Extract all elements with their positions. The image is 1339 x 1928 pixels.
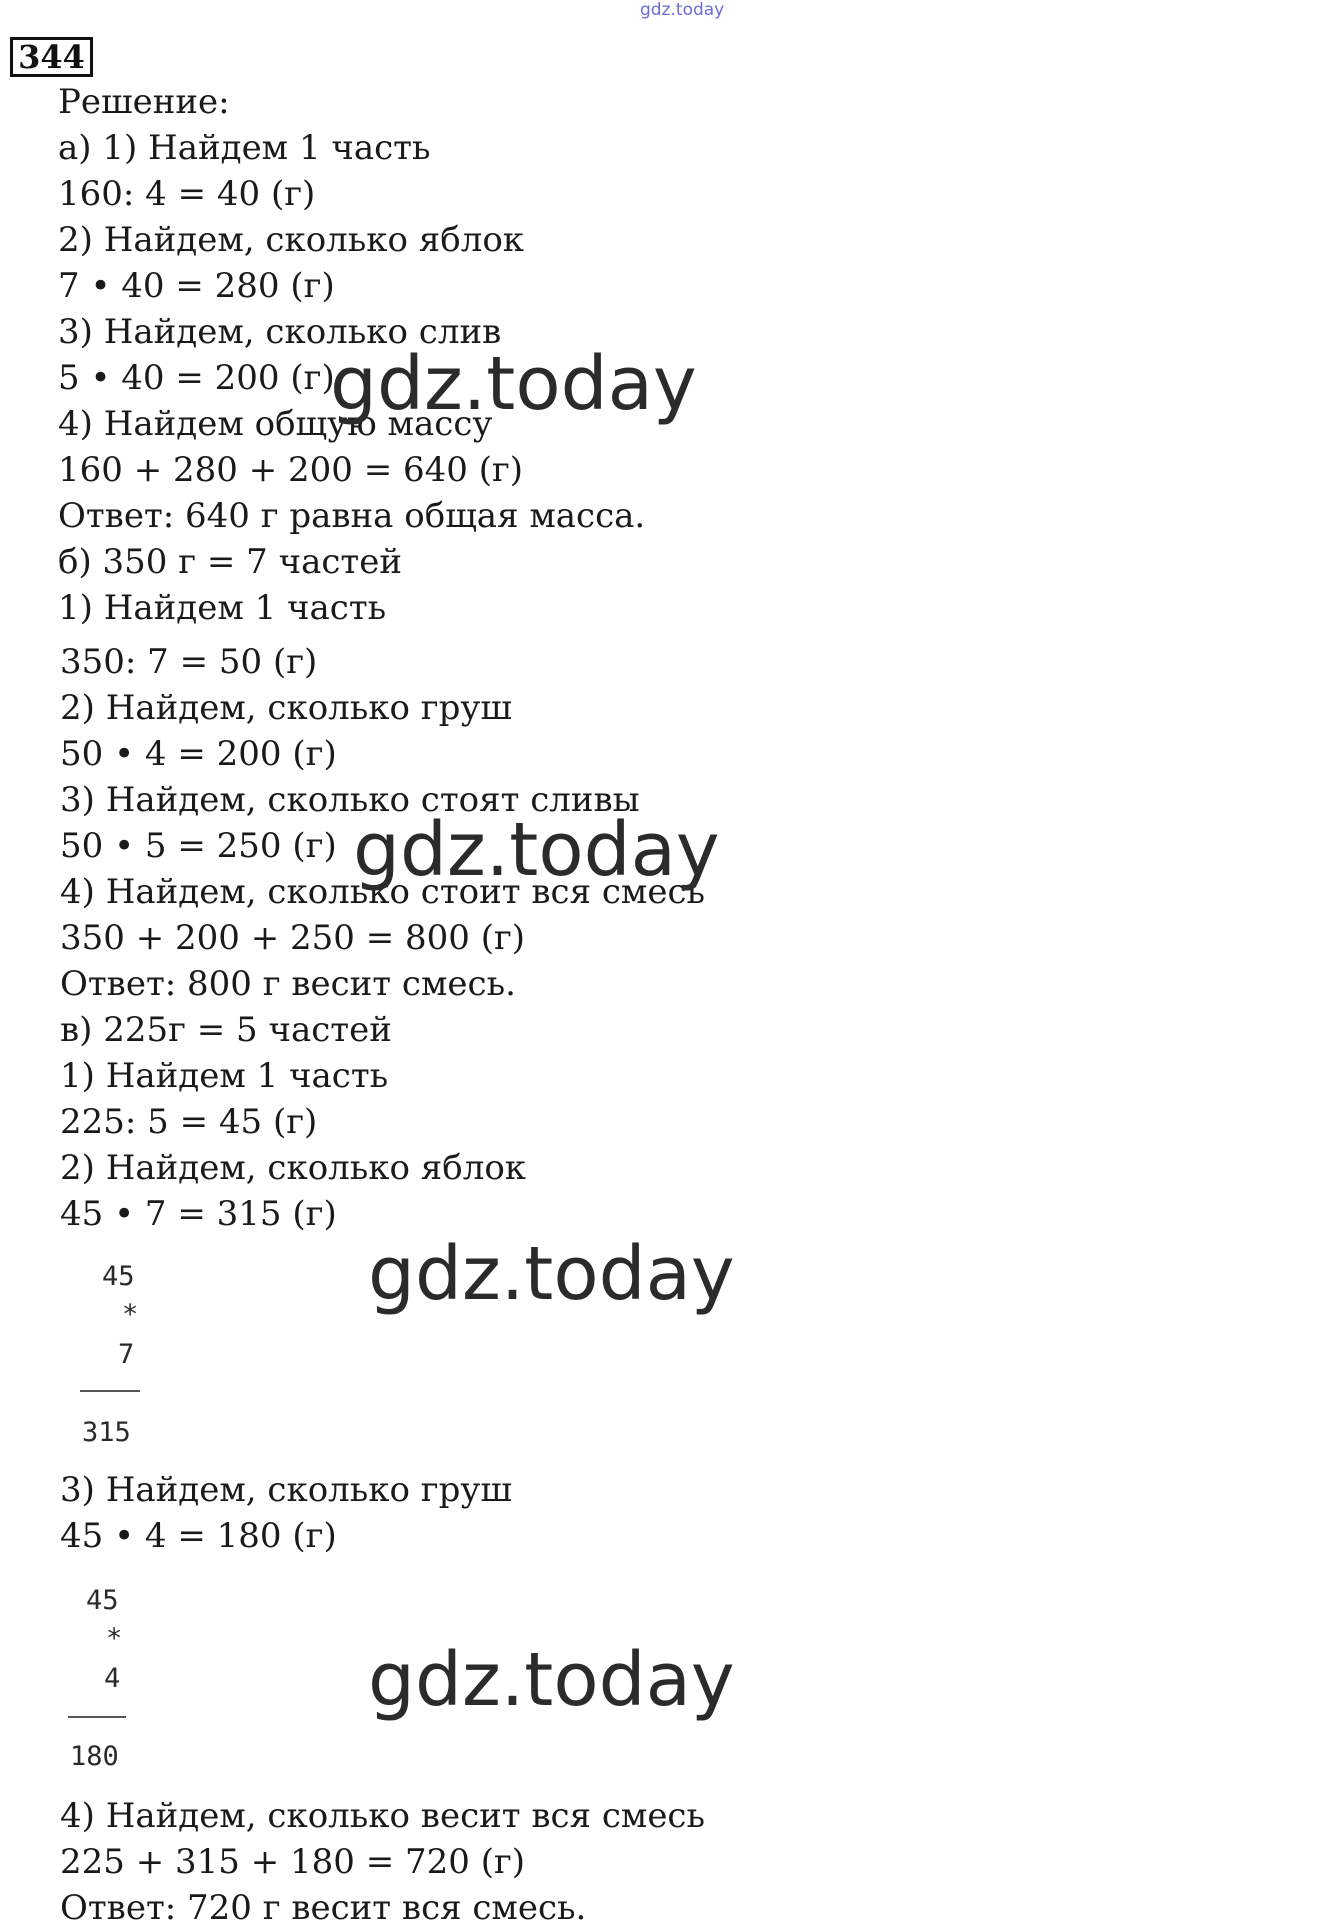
watermark: gdz.today xyxy=(330,341,697,427)
text-line: 225: 5 = 45 (г) xyxy=(60,1102,318,1142)
text-line: Ответ: 720 г весит вся смесь. xyxy=(60,1888,587,1928)
text-line: 7 • 40 = 280 (г) xyxy=(58,266,335,306)
calc-divider xyxy=(68,1716,126,1718)
text-line: 350: 7 = 50 (г) xyxy=(60,642,318,682)
watermark: gdz.today xyxy=(368,1231,735,1317)
text-line: 3) Найдем, сколько слив xyxy=(58,312,502,352)
text-line: б) 350 г = 7 частей xyxy=(58,542,402,582)
text-line: 3) Найдем, сколько груш xyxy=(60,1470,512,1510)
text-line: 2) Найдем, сколько груш xyxy=(60,688,512,728)
text-line: Решение: xyxy=(58,82,230,122)
text-line: 350 + 200 + 250 = 800 (г) xyxy=(60,918,526,958)
text-line: 50 • 4 = 200 (г) xyxy=(60,734,337,774)
problem-number: 344 xyxy=(10,37,93,77)
watermark: gdz.today xyxy=(368,1637,735,1723)
calc-operator: * xyxy=(122,1299,139,1330)
text-line: 2) Найдем, сколько яблок xyxy=(58,220,525,260)
calc-operand-bottom: 7 xyxy=(118,1339,135,1370)
calc-result: 180 xyxy=(70,1741,119,1772)
text-line: в) 225г = 5 частей xyxy=(60,1010,392,1050)
site-mark: gdz.today xyxy=(640,0,725,20)
text-line: 50 • 5 = 250 (г) xyxy=(60,826,337,866)
calc-divider xyxy=(80,1390,140,1392)
text-line: 160: 4 = 40 (г) xyxy=(58,174,316,214)
calc-operand-bottom: 4 xyxy=(104,1663,121,1694)
calc-operand-top: 45 xyxy=(102,1261,135,1292)
text-line: 1) Найдем 1 часть xyxy=(60,1056,389,1096)
watermark: gdz.today xyxy=(353,807,720,893)
text-line: Ответ: 800 г весит смесь. xyxy=(60,964,516,1004)
calc-operator: * xyxy=(106,1623,123,1654)
text-line: 3) Найдем, сколько стоят сливы xyxy=(60,780,640,820)
text-line: 5 • 40 = 200 (г) xyxy=(58,358,335,398)
text-line: 45 • 4 = 180 (г) xyxy=(60,1516,337,1556)
text-line: 4) Найдем общую массу xyxy=(58,404,493,444)
text-line: 4) Найдем, сколько весит вся смесь xyxy=(60,1796,705,1836)
text-line: а) 1) Найдем 1 часть xyxy=(58,128,431,168)
text-line: 4) Найдем, сколько стоит вся смесь xyxy=(60,872,706,912)
text-line: 160 + 280 + 200 = 640 (г) xyxy=(58,450,524,490)
calc-operand-top: 45 xyxy=(86,1585,119,1616)
calc-result: 315 xyxy=(82,1417,131,1448)
text-line: Ответ: 640 г равна общая масса. xyxy=(58,496,646,536)
text-line: 225 + 315 + 180 = 720 (г) xyxy=(60,1842,526,1882)
text-line: 1) Найдем 1 часть xyxy=(58,588,387,628)
text-line: 2) Найдем, сколько яблок xyxy=(60,1148,527,1188)
text-line: 45 • 7 = 315 (г) xyxy=(60,1194,337,1234)
